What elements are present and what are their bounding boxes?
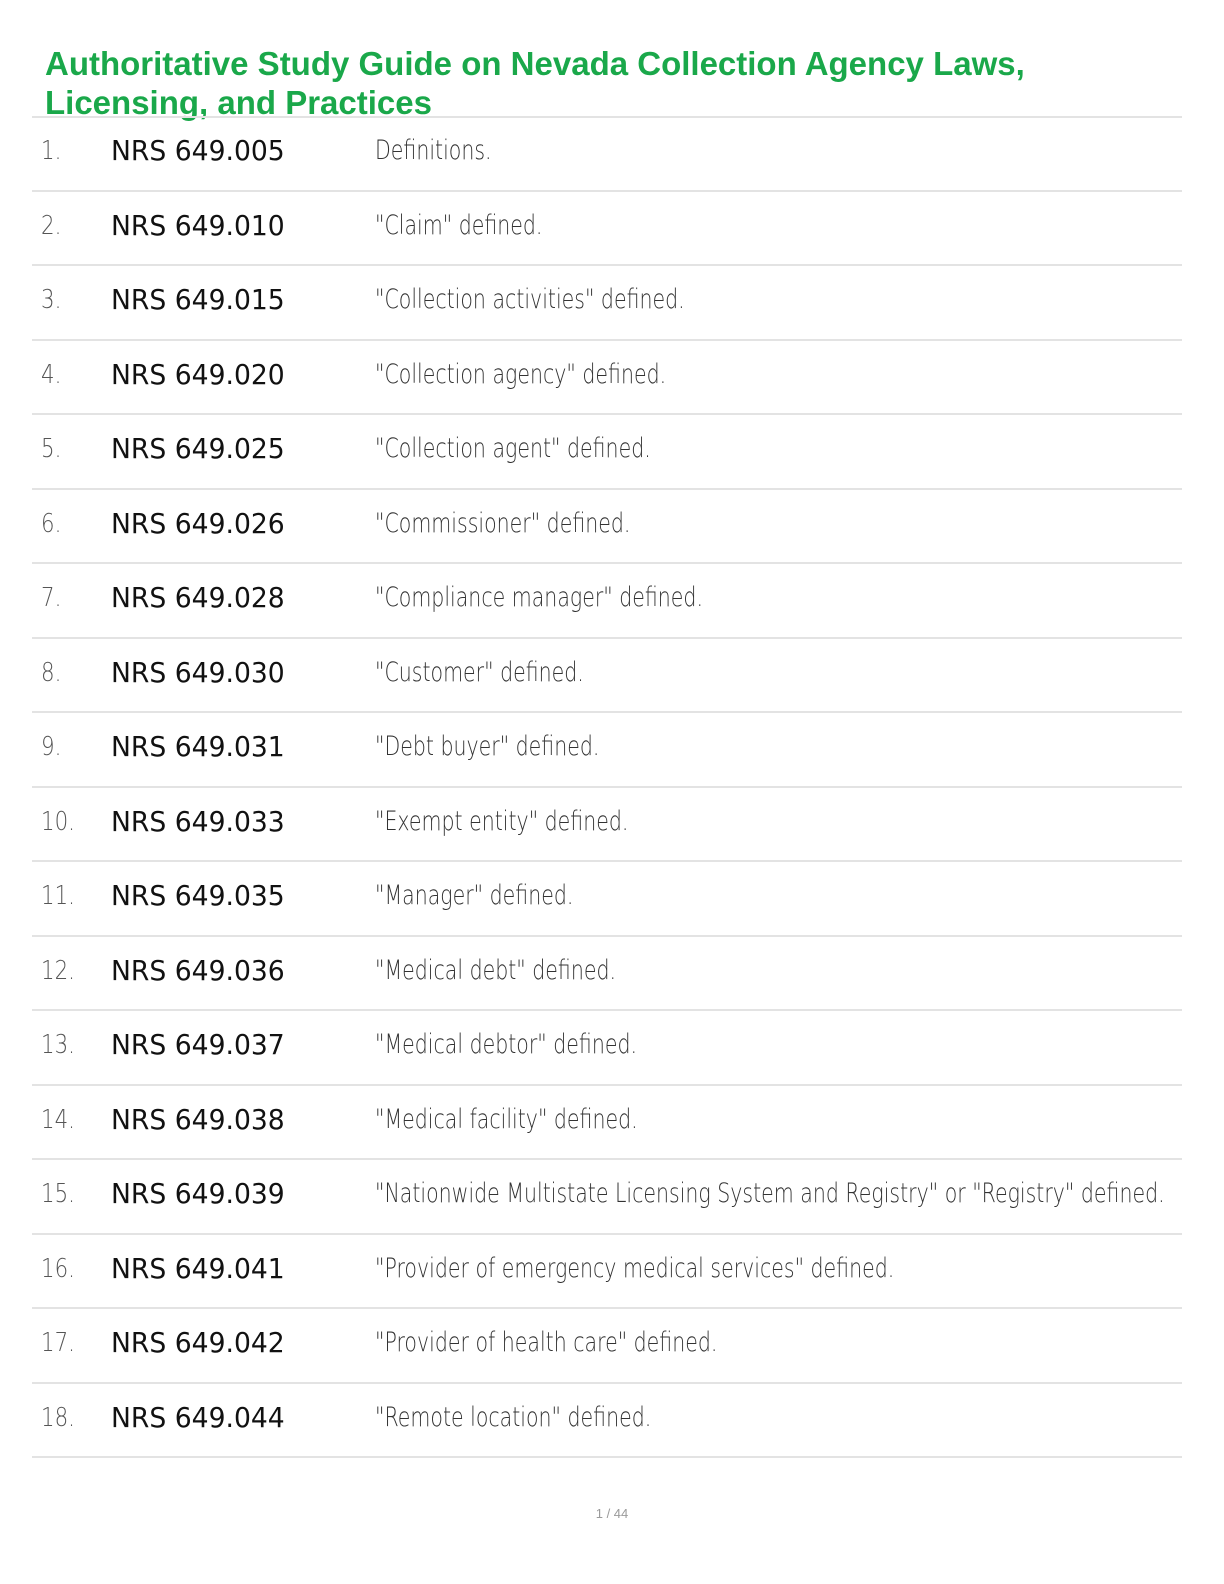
row-number: 4.	[41, 359, 62, 390]
row-code: NRS 649.010	[111, 208, 285, 242]
toc-row	[32, 1384, 1182, 1459]
table-of-contents	[32, 117, 1182, 1458]
row-number: 17.	[41, 1328, 75, 1358]
toc-row	[32, 341, 1182, 416]
row-number: 6.	[41, 508, 62, 539]
row-code: NRS 649.036	[111, 953, 285, 987]
toc-row	[32, 564, 1182, 639]
row-code: NRS 649.020	[111, 357, 285, 391]
row-number: 16.	[41, 1253, 75, 1284]
row-title: "Claim" defined.	[375, 209, 543, 241]
row-number: 9.	[41, 732, 62, 762]
toc-row	[32, 1086, 1182, 1161]
row-title: "Remote location" defined.	[375, 1401, 652, 1433]
row-code: NRS 649.028	[111, 581, 285, 614]
page-title: Authoritative Study Guide on Nevada Collection Agency Laws, Licensing, and Practices	[45, 45, 1025, 121]
row-title: "Exempt entity" defined.	[375, 805, 629, 837]
row-title: Definitions.	[375, 135, 492, 166]
row-code: NRS 649.031	[111, 730, 285, 763]
row-title: "Provider of emergency medical services" defined.	[375, 1252, 895, 1284]
row-title: "Provider of health care" defined.	[375, 1327, 718, 1358]
row-title: "Collection activities" defined.	[375, 284, 685, 315]
row-number: 10.	[41, 806, 75, 837]
toc-row	[32, 713, 1182, 788]
row-number: 1.	[41, 136, 62, 166]
row-code: NRS 649.015	[111, 283, 285, 316]
row-code: NRS 649.039	[111, 1177, 285, 1210]
row-code: NRS 649.035	[111, 879, 285, 912]
row-title: "Collection agency" defined.	[375, 358, 667, 390]
row-title: "Medical debt" defined.	[375, 954, 617, 986]
row-number: 12.	[41, 955, 75, 986]
row-number: 3.	[41, 285, 62, 315]
row-code: NRS 649.044	[111, 1400, 285, 1434]
toc-row	[32, 639, 1182, 714]
row-title: "Nationwide Multistate Licensing System and Registry" or "Registry" defined.	[375, 1178, 1165, 1209]
row-code: NRS 649.041	[111, 1251, 285, 1285]
toc-row	[32, 1235, 1182, 1310]
toc-row	[32, 192, 1182, 267]
row-number: 15.	[41, 1179, 75, 1209]
toc-row	[32, 1309, 1182, 1384]
row-title: "Commissioner" defined.	[375, 507, 631, 539]
toc-row	[32, 788, 1182, 863]
row-code: NRS 649.026	[111, 506, 285, 540]
toc-row	[32, 937, 1182, 1012]
toc-row	[32, 490, 1182, 565]
row-title: "Medical facility" defined.	[375, 1103, 638, 1135]
row-code: NRS 649.042	[111, 1326, 285, 1359]
row-title: "Medical debtor" defined.	[375, 1029, 638, 1060]
row-title: "Collection agent" defined.	[375, 433, 651, 464]
row-number: 5.	[41, 434, 62, 464]
row-number: 18.	[41, 1402, 75, 1433]
row-title: "Manager" defined.	[375, 880, 574, 911]
row-code: NRS 649.005	[111, 134, 285, 167]
row-number: 8.	[41, 657, 62, 688]
toc-row	[32, 415, 1182, 490]
row-title: "Customer" defined.	[375, 656, 584, 688]
toc-row	[32, 266, 1182, 341]
row-title: "Compliance manager" defined.	[375, 582, 703, 613]
toc-row	[32, 117, 1182, 192]
row-number: 13.	[41, 1030, 75, 1060]
toc-row	[32, 862, 1182, 937]
toc-row	[32, 1160, 1182, 1235]
row-number: 14.	[41, 1104, 75, 1135]
row-code: NRS 649.037	[111, 1028, 285, 1061]
row-number: 2.	[41, 210, 62, 241]
row-number: 7.	[41, 583, 62, 613]
page-indicator: 1 / 44	[595, 1506, 629, 1521]
row-code: NRS 649.025	[111, 432, 285, 465]
row-code: NRS 649.038	[111, 1102, 285, 1136]
row-code: NRS 649.030	[111, 655, 285, 689]
toc-row	[32, 1011, 1182, 1086]
row-code: NRS 649.033	[111, 804, 285, 838]
row-title: "Debt buyer" defined.	[375, 731, 600, 762]
row-number: 11.	[41, 881, 75, 911]
